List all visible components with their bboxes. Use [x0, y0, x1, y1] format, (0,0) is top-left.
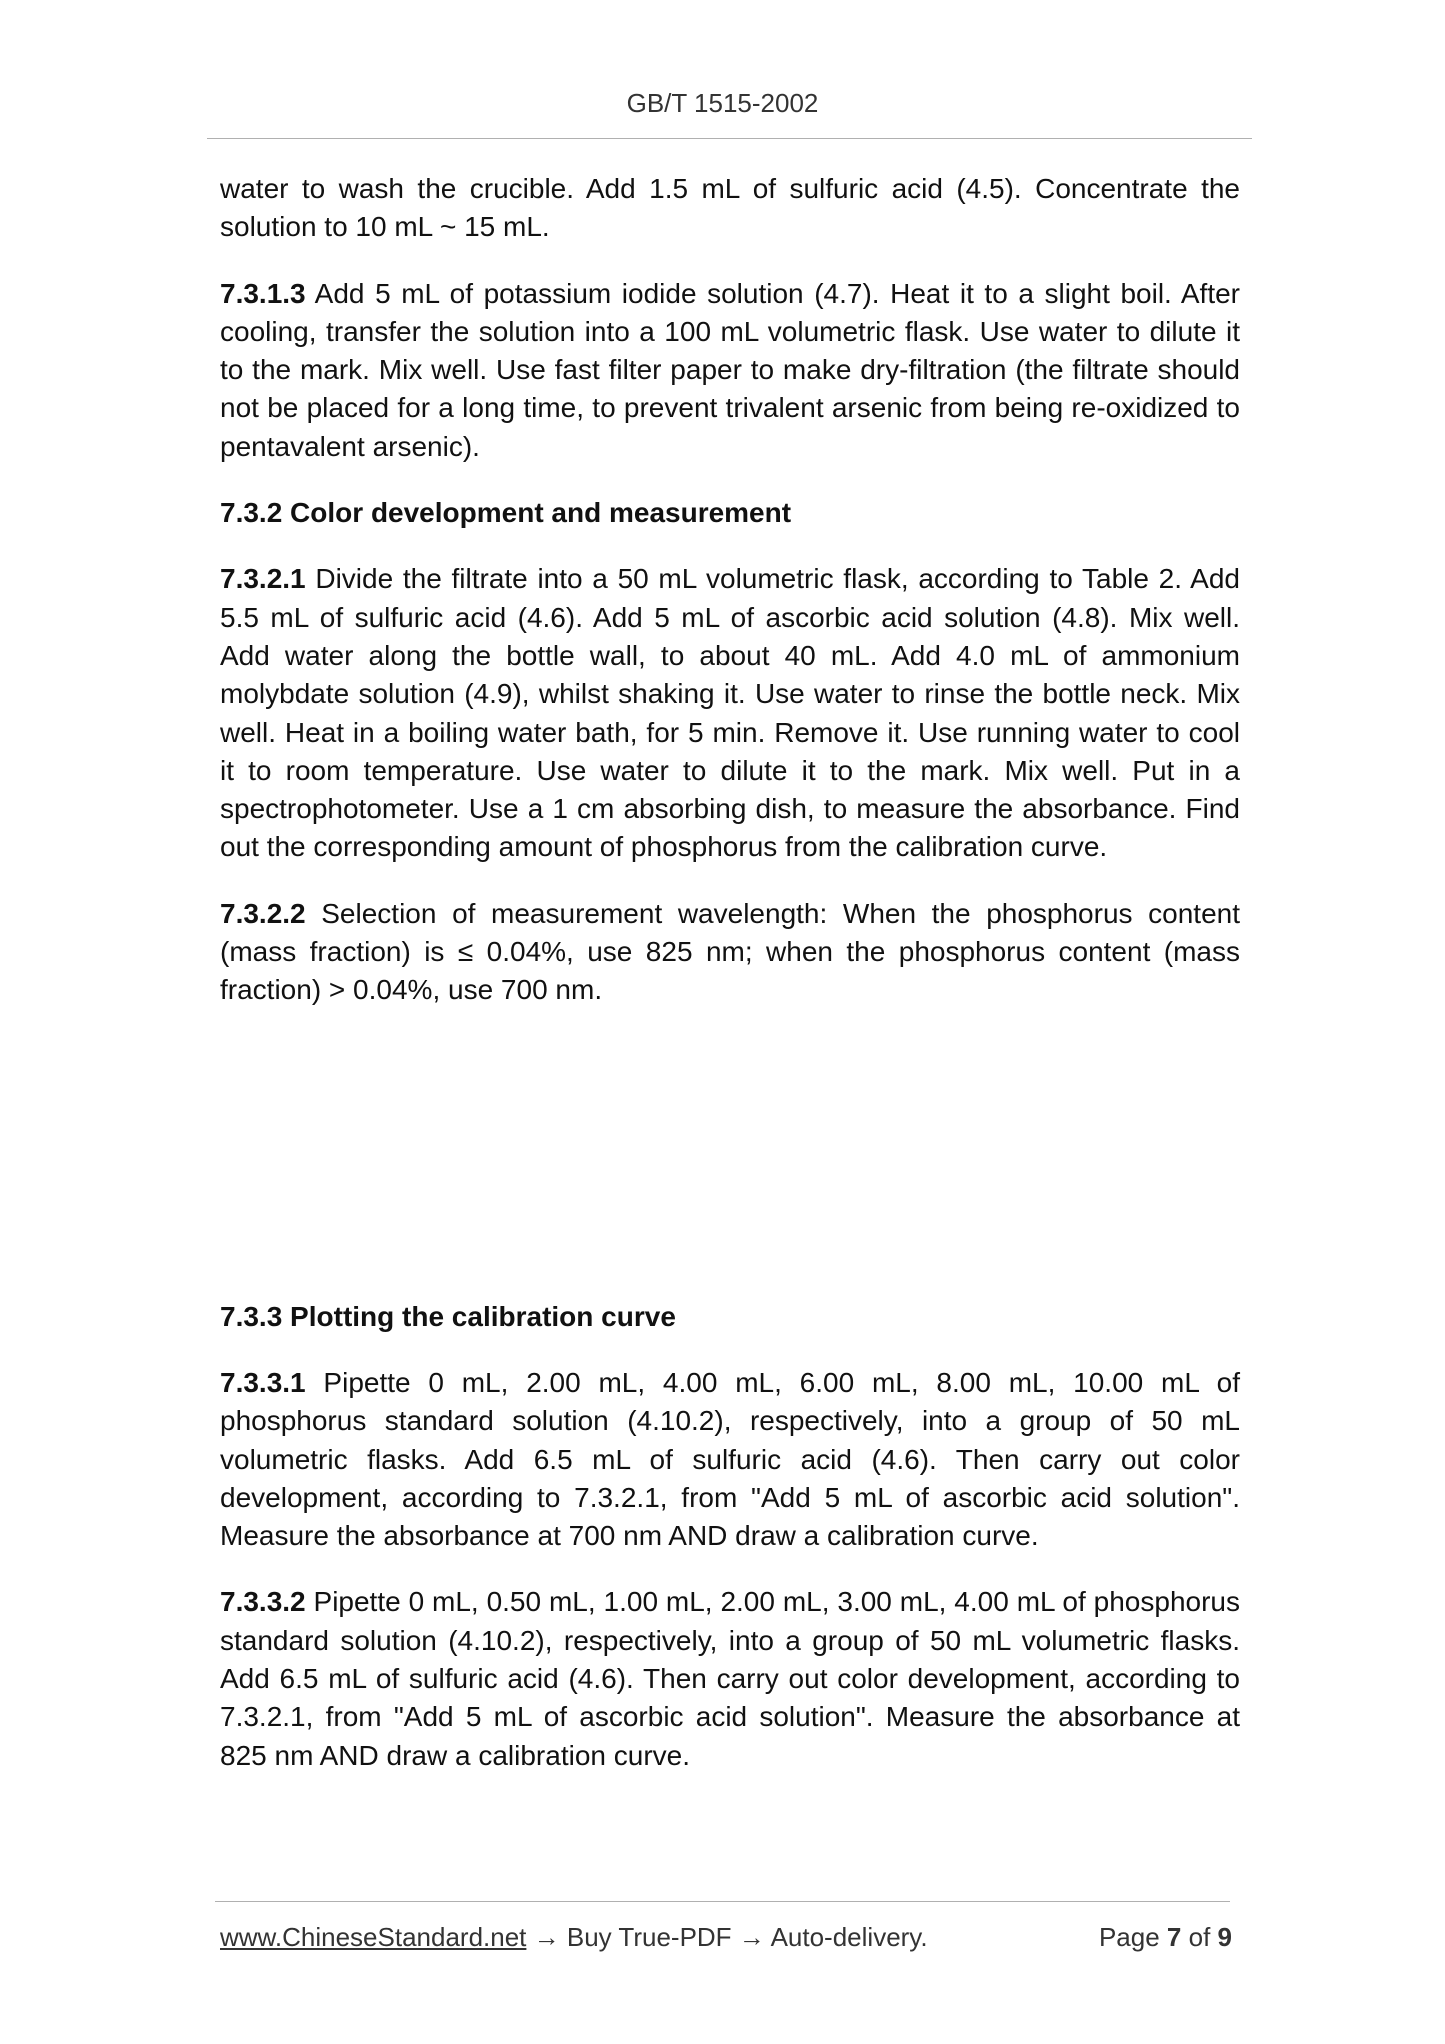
paragraph-7-3-3-1	[220, 1364, 1240, 1555]
footer-divider	[215, 1901, 1230, 1902]
paragraph-continuation: water to wash the crucible. Add 1.5 mL of sulfuric acid (4.5). Concentrate the solution to 10 mL ~ 15 mL.	[220, 173, 1240, 243]
clause-text: Pipette 0 mL, 2.00 mL, 4.00 mL, 6.00 mL, 8.00 mL, 10.00 mL of phosphorus standard solution (4.10.2), respectively, into a group of 50 mL volumetric flasks. Add 6.5 mL of sulfuric acid (4.6). Then carry out color development, according to 7.3.2.1, from "Add 5 mL of ascorbic acid solution". Measure the absorbance at 700 nm AND draw a calibration curve.	[220, 1366, 1240, 1552]
clause-number: 7.3.3.1	[220, 1366, 306, 1398]
blank-space	[220, 1038, 1240, 1298]
page-label: Page	[1098, 1922, 1167, 1952]
current-page: 7	[1166, 1922, 1182, 1952]
clause-number: 7.3.2.1	[220, 563, 306, 595]
clause-text: Pipette 0 mL, 0.50 mL, 1.00 mL, 2.00 mL, 3.00 mL, 4.00 mL of phosphorus standard solution (4.10.2), respectively, into a group of 50 mL volumetric flasks. Add 6.5 mL of sulfuric acid (4.6). Then carry out color development, according to 7.3.2.1, from "Add 5 mL of ascorbic acid solution". Measure the absorbance at 825 nm AND draw a calibration curve.	[220, 1586, 1240, 1771]
paragraph-7-3-1-3	[220, 275, 1240, 466]
footer-tagline: → Buy True-PDF → Auto-delivery.	[526, 1922, 928, 1952]
clause-text: Divide the filtrate into a 50 mL volumetric flask, according to Table 2. Add 5.5 mL of sulfuric acid (4.6). Add 5 mL of ascorbic acid solution (4.8). Mix well. Add water along the bottle wall, to about 40 mL. Add 4.0 mL of ammonium molybdate solution (4.9), whilst shaking it. Use water to rinse the bottle neck. Mix well. Heat in a boiling water bath, for 5 min. Remove it. Use running water to cool it to room temperature. Use water to dilute it to the mark. Mix well. Put in a spectrophotometer. Use a 1 cm absorbing dish, to measure the absorbance. Find out the corresponding amount of phosphorus from the calibration curve.	[220, 563, 1240, 863]
paragraph-7-3-3-2	[220, 1583, 1240, 1774]
clause-text: Add 5 mL of potassium iodide solution (4.7). Heat it to a slight boil. After cooling, transfer the solution into a 100 mL volumetric flask. Use water to dilute it to the mark. Mix well. Use fast filter paper to make dry-filtration (the filtrate should not be placed for a long time, to prevent trivalent arsenic from being re-oxidized to pentavalent arsenic).	[220, 277, 1240, 462]
footer-promo	[220, 1922, 928, 1952]
page-footer	[220, 1922, 1232, 1953]
section-heading-7-3-2: 7.3.2 Color development and measurement	[220, 497, 792, 529]
clause-number: 7.3.2.2	[220, 897, 306, 929]
page-of: of	[1181, 1922, 1218, 1952]
document-body	[220, 170, 1240, 1803]
clause-number: 7.3.3.2	[220, 1586, 306, 1618]
page-number	[1099, 1922, 1232, 1953]
section-heading-7-3-3: 7.3.3 Plotting the calibration curve	[220, 1300, 676, 1332]
paragraph-7-3-2-1	[220, 560, 1240, 866]
page-header-title: GB/T 1515-2002	[626, 88, 819, 118]
total-pages: 9	[1217, 1922, 1232, 1952]
clause-text: Selection of measurement wavelength: When the phosphorus content (mass fraction) is ≤ 0.04%, use 825 nm; when the phosphorus content (mass fraction) > 0.04%, use 700 nm.	[220, 897, 1240, 1006]
website-link[interactable]: www.ChineseStandard.net	[220, 1922, 527, 1952]
clause-number: 7.3.1.3	[220, 277, 306, 309]
paragraph-7-3-2-2	[220, 895, 1240, 1010]
header-divider	[207, 138, 1252, 139]
